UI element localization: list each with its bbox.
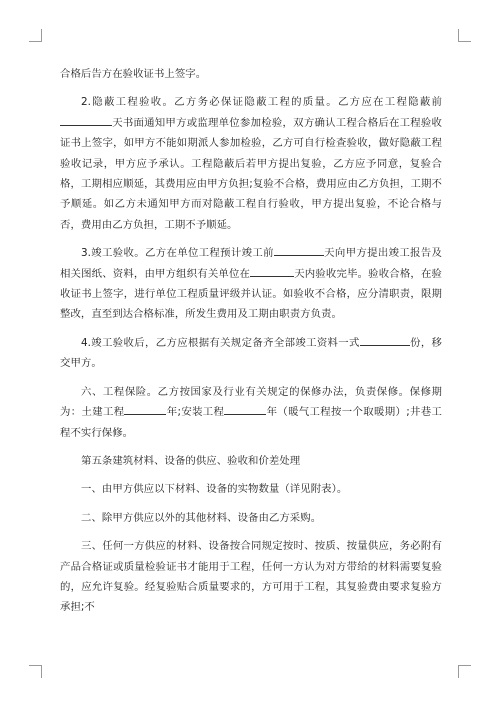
paragraph bbox=[60, 536, 442, 618]
paragraph bbox=[60, 333, 442, 374]
blank-fill-line bbox=[250, 264, 294, 277]
paragraph-text: 第五条建筑材料、设备的供应、验收和价差处理 bbox=[81, 454, 301, 467]
paragraph-text: 合格后告方在验收证书上签字。 bbox=[60, 68, 207, 80]
paragraph bbox=[60, 92, 442, 235]
crop-mark-bottom-left bbox=[29, 665, 42, 678]
paragraph-text: 六、工程保险。乙方按国家及行业有关规定的保修办法，负责保修。保修期为：土建工程 bbox=[60, 385, 442, 419]
paragraph-text: 天内验收完毕。验收合格，在验收证书上签字，进行单位工程质量评级并认证。如验收不合格，应分清职责，限期整改，直至到达合格标准，所发生费用及工期由职责方负责。 bbox=[60, 267, 442, 321]
blank-fill-line bbox=[360, 333, 410, 346]
crop-mark-bottom-right bbox=[458, 665, 471, 678]
paragraph-text: 二、除甲方供应以外的其他材料、设备由乙方采购。 bbox=[81, 511, 322, 524]
paragraph-text: 三、任何一方供应的材料、设备按合同规定按时、按质、按量供应，务必附有产品合格证或质量检验证书才能用于工程，任何一方认为对方带给的材料需要复验的，应允许复验。经复验贴合质量要求的，方可用于工程，其复验费由要求复验方承担;不 bbox=[60, 540, 442, 614]
paragraph bbox=[60, 382, 442, 443]
paragraph bbox=[60, 479, 442, 499]
blank-fill-line bbox=[60, 113, 112, 126]
document-body bbox=[60, 64, 442, 626]
paragraph-text: 年;安装工程 bbox=[166, 406, 225, 419]
paragraph bbox=[60, 451, 442, 471]
crop-mark-top-left bbox=[29, 29, 42, 42]
paragraph-text: 4.竣工验收后，乙方应根据有关规定备齐全部竣工资料一式 bbox=[81, 336, 360, 349]
paragraph-text: 天向甲方提出竣工报告及相关图纸、资料，由甲方组织有关单位在 bbox=[60, 247, 442, 280]
crop-mark-top-right bbox=[458, 29, 471, 42]
paragraph-text: 3.竣工验收。乙方在单位工程预计竣工前 bbox=[81, 247, 274, 260]
paragraph-text: 2.隐蔽工程验收。乙方务必保证隐蔽工程的质量。乙方应在工程隐蔽前 bbox=[81, 96, 442, 109]
paragraph bbox=[60, 64, 442, 84]
paragraph-text: 份，移交甲方。 bbox=[60, 336, 442, 370]
blank-fill-line bbox=[124, 402, 166, 415]
paragraph-text: 天书面通知甲方或监理单位参加检验，双方确认工程合格后在工程验收证书上签字，如甲方不能如期派人参加检验，乙方可自行检查验收，做好隐蔽工程验收记录，甲方应予承认。工程隐蔽后若甲方提出复验，乙方应予同意，复验合格，工期相应顺延，其费用应由甲方负担;复验不合格，费用应由乙方负担，工期不予顺延。如乙方未通知甲方而对隐蔽工程自行验收，甲方提出复验，不论合格与否，费用由乙方负担，工期不予顺延。 bbox=[60, 116, 442, 231]
blank-fill-line bbox=[224, 402, 266, 415]
paragraph bbox=[60, 243, 442, 325]
paragraph-text: 年（暖气工程按一个取暖期）;井巷工程不实行保修。 bbox=[60, 406, 442, 439]
paragraph bbox=[60, 508, 442, 528]
blank-fill-line bbox=[274, 243, 324, 256]
paragraph-text: 一、由甲方供应以下材料、设备的实物数量（详见附表）。 bbox=[81, 483, 348, 496]
